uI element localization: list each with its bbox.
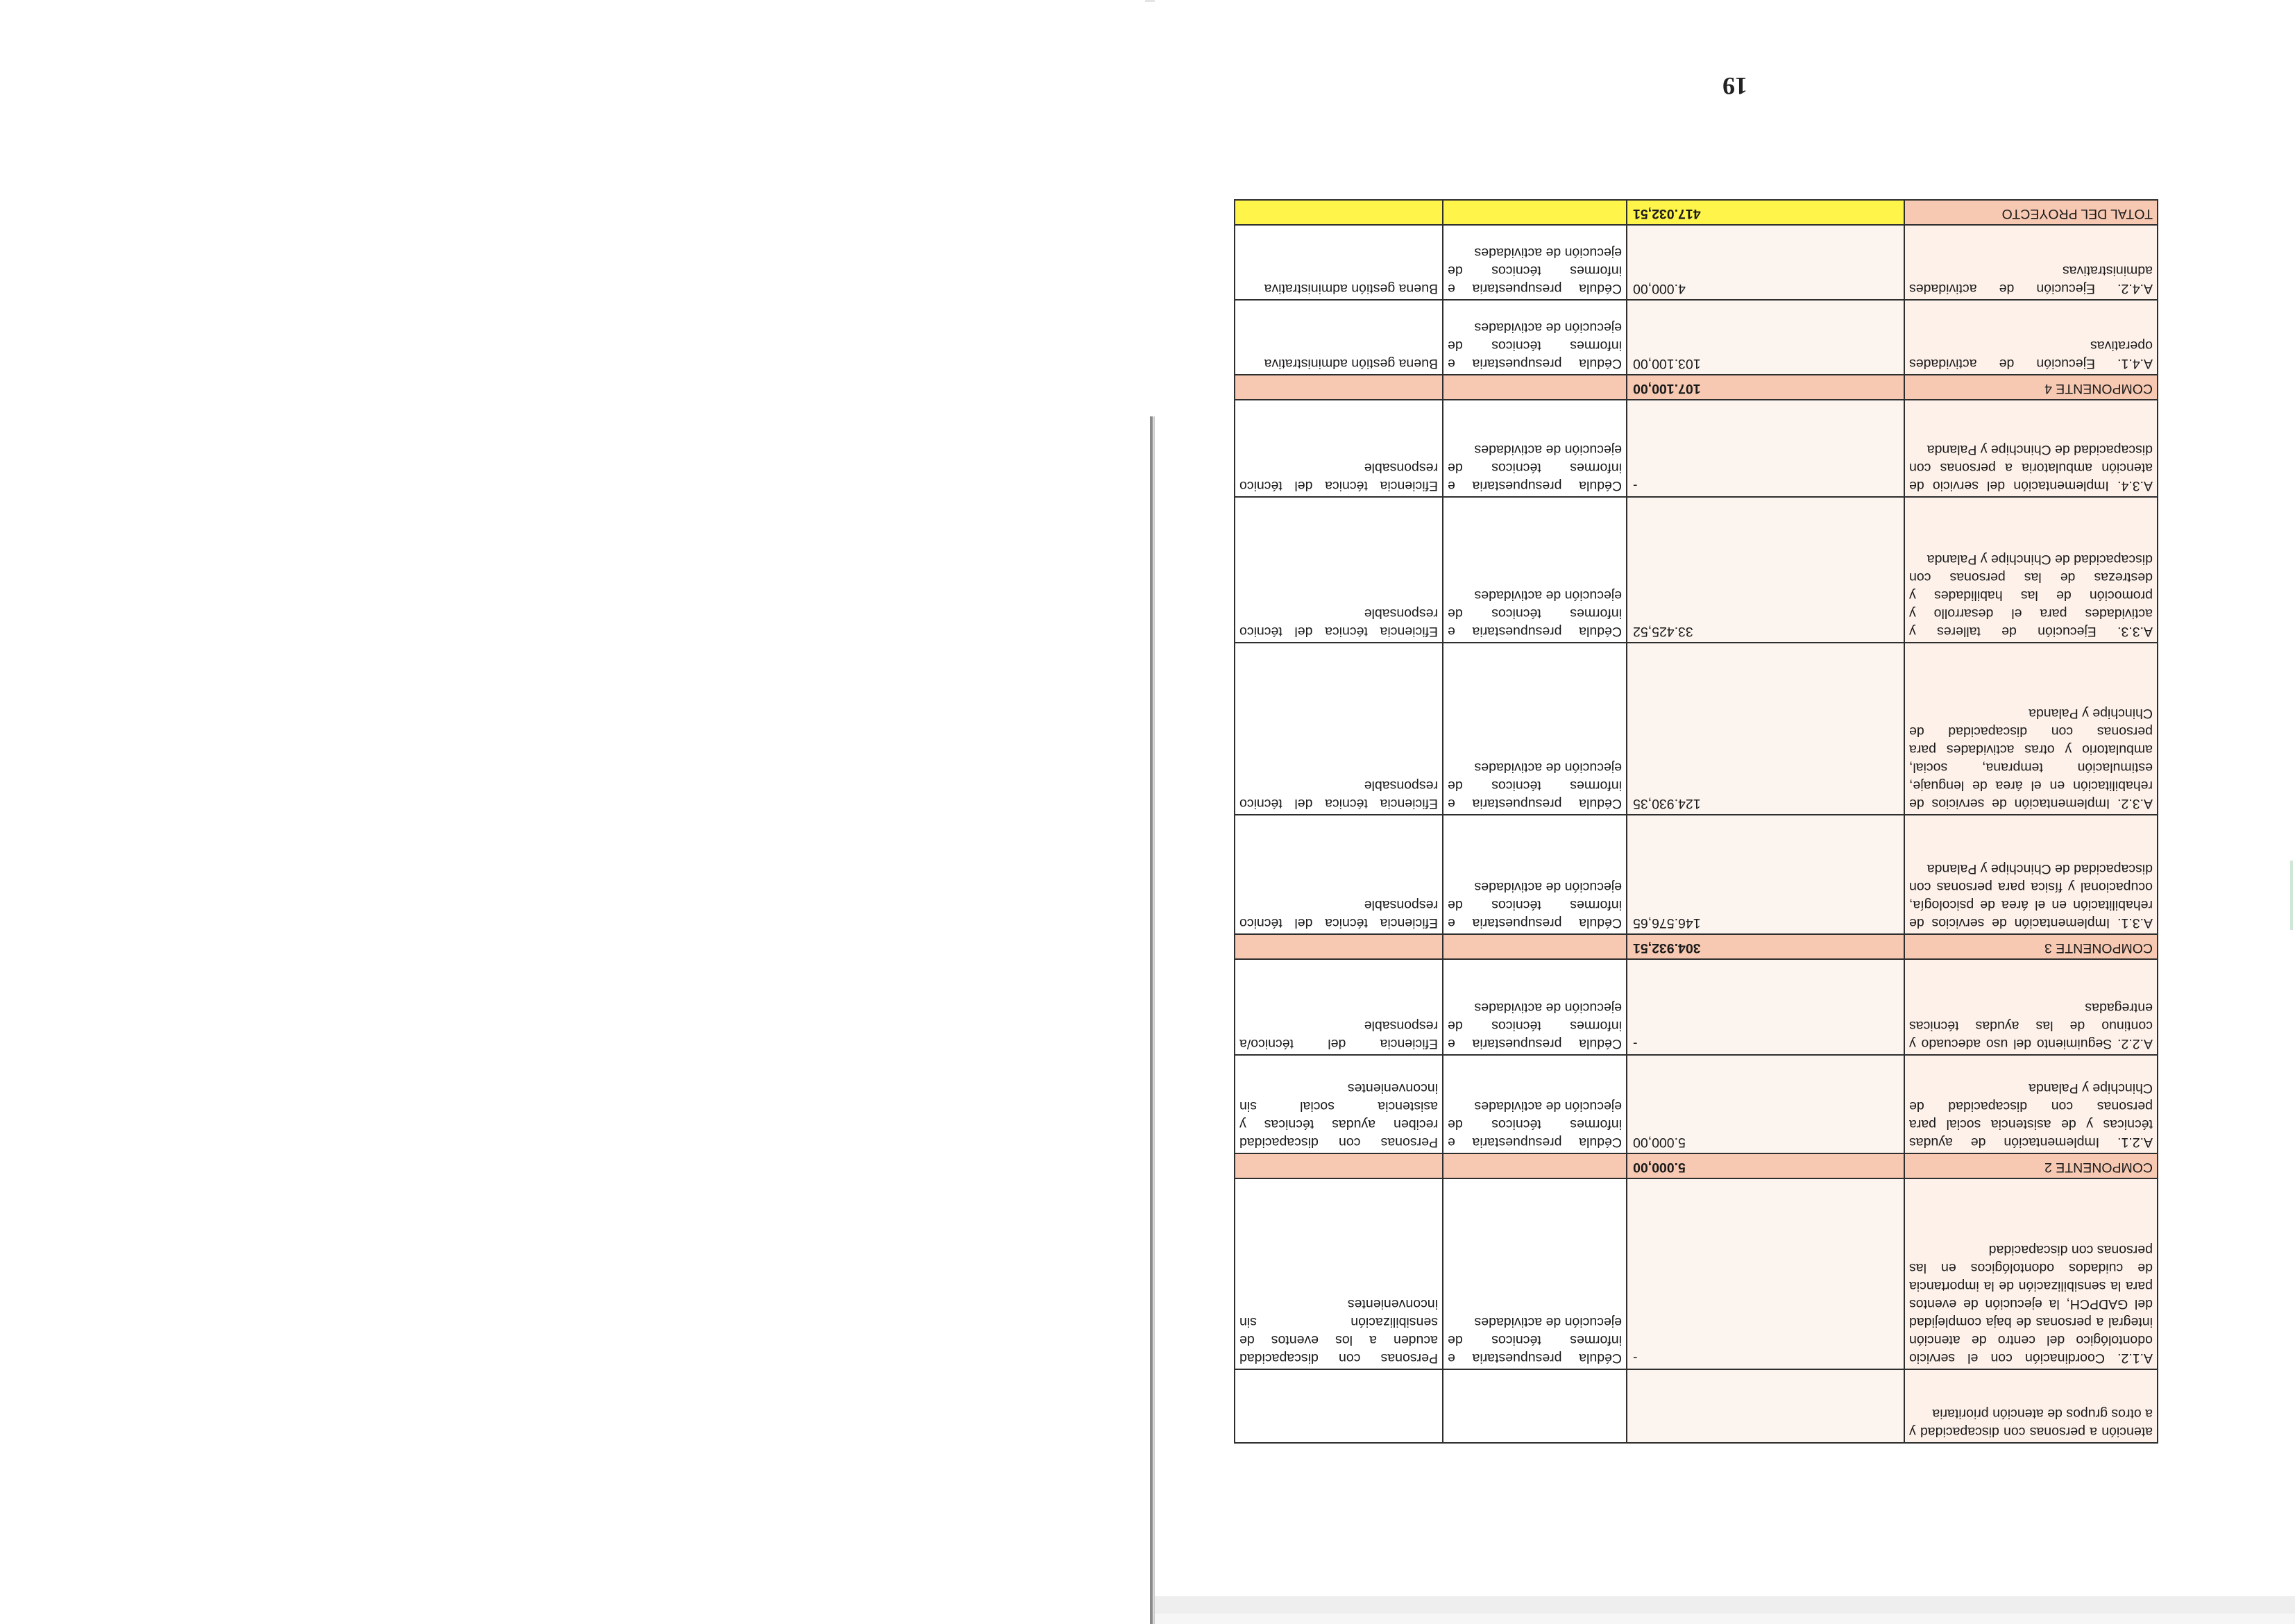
component-row [1235, 375, 2158, 400]
indicator-cell [1235, 200, 1443, 225]
activity-cell: A.3.3. Ejecución de talleres y actividades para el desarrollo y promoción de las habilidades y destrezas de las personas con discapacidad de Chinchipe y Palanda [1904, 497, 2158, 643]
verification-cell: Cédula presupuestaria e informes técnicos de ejecución de actividades [1443, 815, 1627, 934]
amount-cell: 146.576,65 [1627, 815, 1904, 934]
verification-cell: Cédula presupuestaria e informes técnicos de ejecución de actividades [1443, 400, 1627, 497]
component-amount: 5.000,00 [1627, 1153, 1904, 1178]
verification-cell [1443, 1369, 1627, 1443]
table-row [1235, 497, 2158, 643]
verification-cell: Cédula presupuestaria e informes técnicos de ejecución de actividades [1443, 300, 1627, 375]
table-row [1235, 1178, 2158, 1369]
verification-cell [1443, 375, 1627, 400]
amount-cell: - [1627, 959, 1904, 1055]
amount-cell: 124.930,35 [1627, 643, 1904, 815]
component-row [1235, 1153, 2158, 1178]
table-row [1235, 815, 2158, 934]
verification-cell: Cédula presupuestaria e informes técnicos de ejecución de actividades [1443, 1178, 1627, 1369]
indicator-cell: Eficiencia técnica del técnico responsable [1235, 643, 1443, 815]
component-amount: 304.932,51 [1627, 934, 1904, 959]
total-label: TOTAL DEL PROYECTO [1904, 200, 2158, 225]
page-number: 19 [1722, 72, 1747, 100]
verification-cell [1443, 934, 1627, 959]
indicator-cell: Personas con discapacidad reciben ayudas técnicas y asistencia social sin inconvenientes [1235, 1055, 1443, 1153]
component-amount: 107.100,00 [1627, 375, 1904, 400]
activity-cell: A.3.1. Implementación de servicios de rehabilitación en el área de psicología, ocupacional y física para personas con discapacidad de Chinchipe y Palanda [1904, 815, 2158, 934]
bottom-page-shadow [1155, 1614, 2295, 1624]
page-gutter [1150, 416, 1153, 1624]
verification-cell: Cédula presupuestaria e informes técnicos de ejecución de actividades [1443, 1055, 1627, 1153]
verification-cell: Cédula presupuestaria e informes técnicos de ejecución de actividades [1443, 643, 1627, 815]
total-row [1235, 200, 2158, 225]
indicator-cell: Eficiencia técnica del técnico responsable [1235, 815, 1443, 934]
upside-down-page-content [1221, 42, 2179, 1444]
amount-cell: - [1627, 400, 1904, 497]
activity-cell: A.3.4. Implementación del servicio de atención ambulatoria a personas con discapacidad de Chinchipe y Palanda [1904, 400, 2158, 497]
verification-cell: Cédula presupuestaria e informes técnicos de ejecución de actividades [1443, 959, 1627, 1055]
table-row [1235, 1055, 2158, 1153]
table-row [1235, 300, 2158, 375]
indicator-cell: Buena gestión administrativa [1235, 225, 1443, 300]
component-label: COMPONENTE 4 [1904, 375, 2158, 400]
indicator-cell: Eficiencia técnica del técnico responsable [1235, 497, 1443, 643]
table-row [1235, 959, 2158, 1055]
indicator-cell [1235, 375, 1443, 400]
amount-cell: 103.100,00 [1627, 300, 1904, 375]
verification-cell [1443, 200, 1627, 225]
right-edge-mark [2290, 861, 2293, 930]
amount-cell: 33.425,52 [1627, 497, 1904, 643]
indicator-cell: Buena gestión administrativa [1235, 300, 1443, 375]
activity-cell: A.4.2. Ejecución de actividades administrativas [1904, 225, 2158, 300]
indicator-cell: Personas con discapacidad acuden a los eventos de sensibilización sin inconvenientes [1235, 1178, 1443, 1369]
table-row [1235, 643, 2158, 815]
budget-table [1234, 199, 2158, 1444]
verification-cell: Cédula presupuestaria e informes técnicos de ejecución de actividades [1443, 497, 1627, 643]
amount-cell: - [1627, 1178, 1904, 1369]
indicator-cell: Eficiencia del técnico/a responsable [1235, 959, 1443, 1055]
verification-cell: Cédula presupuestaria e informes técnicos de ejecución de actividades [1443, 225, 1627, 300]
component-row [1235, 934, 2158, 959]
amount-cell [1627, 1369, 1904, 1443]
table-row [1235, 400, 2158, 497]
amount-cell: 5.000,00 [1627, 1055, 1904, 1153]
total-amount: 417.032,51 [1627, 200, 1904, 225]
activity-cell: A.3.2. Implementación de servicios de rehabilitación en el área de lenguaje, estimulación temprana, social, ambulatorio y otras actividades para personas con discapacidad de Chinchipe y Palanda [1904, 643, 2158, 815]
verification-cell [1443, 1153, 1627, 1178]
table-row [1235, 225, 2158, 300]
component-label: COMPONENTE 3 [1904, 934, 2158, 959]
activity-cell: A.4.1. Ejecución de actividades operativas [1904, 300, 2158, 375]
indicator-cell [1235, 1153, 1443, 1178]
activity-cell: A.1.2. Coordinación con el servicio odontológico del centro de atención integral a personas de baja complejidad del GADPCH, la ejecución de eventos para la sensibilización de la importancia de cuidados odontológicos en las personas con discapacidad [1904, 1178, 2158, 1369]
component-label: COMPONENTE 2 [1904, 1153, 2158, 1178]
activity-cell: A.2.1. Implementación de ayudas técnicas y de asistencia social para personas con discapacidad de Chinchipe y Palanda [1904, 1055, 2158, 1153]
amount-cell: 4.000,00 [1627, 225, 1904, 300]
activity-cell: A.2.2. Seguimiento del uso adecuado y continuo de las ayudas técnicas entregadas [1904, 959, 2158, 1055]
activity-cell: atención a personas con discapacidad y a otros grupos de atención prioritaria [1904, 1369, 2158, 1443]
indicator-cell [1235, 934, 1443, 959]
indicator-cell [1235, 1369, 1443, 1443]
indicator-cell: Eficiencia técnica del técnico responsable [1235, 400, 1443, 497]
table-row [1235, 1369, 2158, 1443]
